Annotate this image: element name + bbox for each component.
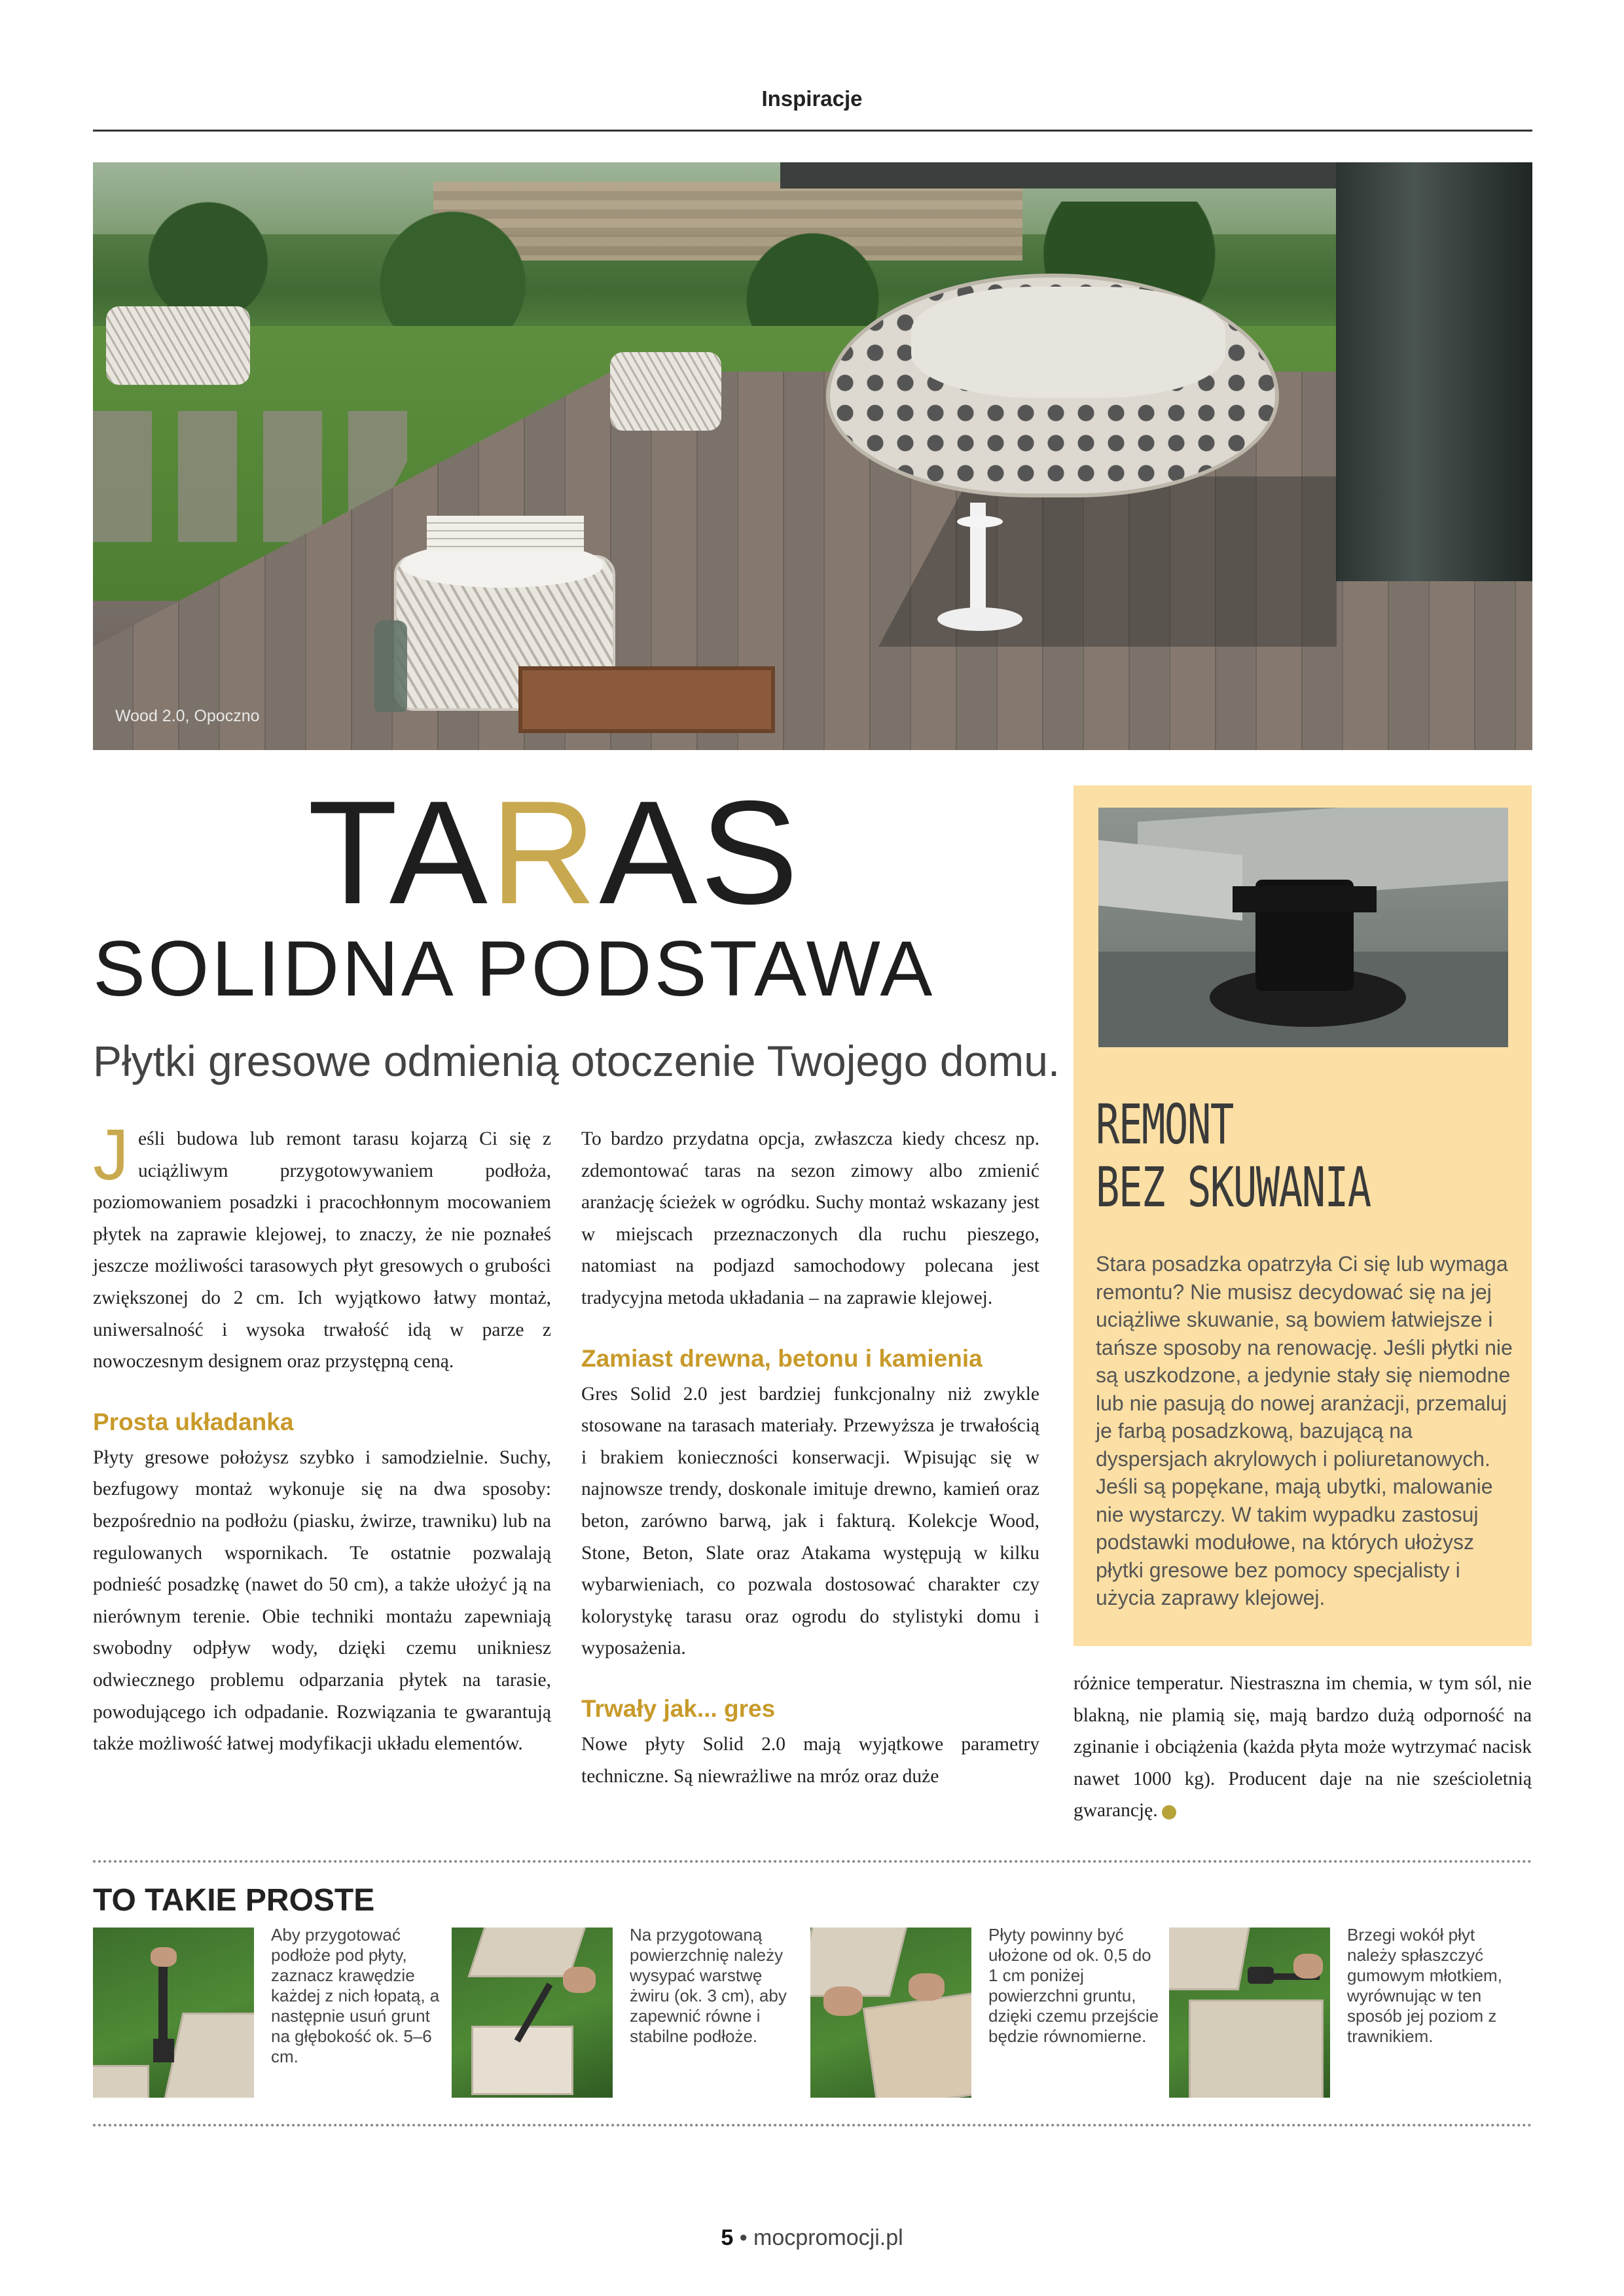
header-rule (93, 130, 1532, 132)
title-part-1: TA (308, 770, 490, 935)
page-footer (0, 2225, 1624, 2251)
paragraph-prosta-ukladanka: Płyty gresowe położysz szybko i samodzielnie. Suchy, bezfugowy montaż wykonuje się na dwa sposoby: bezpośrednio na podłożu (piasku, żwirze, trawniku) lub na regulowanych wspornikach. Te ostatnie pozwalają podnieść posadzkę (nawet do 50 cm), a także ułożyć ją na nierównym terenie. Obie techniki montażu zapewniają swobodny odpływ wody, dzięki czemu unikniesz odwiecznego problemu odparzania płytek na tarasie, powodującego ich odpadanie. Rozwiązania te gwarantują także możliwość łatwej modyfikacji układu elementów. (93, 1446, 551, 1755)
page-number: 5 (721, 2225, 734, 2250)
footer-separator: • (739, 2225, 748, 2250)
paragraph-suchy-montaz: To bardzo przydatna opcja, zwłaszcza kiedy chcesz np. zdemontować taras na sezon zimowy albo zmienić aranżację ścieżek w ogródku. Suchy montaż wskazany jest w miejscach przeznaczonych dla ruchu pieszego, natomiast na podjazd samochodowy polecana jest tradycyjna metoda układania – na zaprawie klejowej. (581, 1128, 1039, 1308)
title-accent-letter: R (490, 770, 600, 935)
step-4-text: Brzegi wokół płyt należy spłaszczyć gumowym młotkiem, wyrównując w ten sposób jej poziom z trawnikiem. (1347, 1925, 1502, 2046)
dotted-divider-top (93, 1860, 1532, 1863)
article-lead: Płytki gresowe odmienią otoczenie Twojego domu. (93, 1037, 1060, 1085)
step-3-text: Płyty powinny być ułożone od ok. 0,5 do 1 cm poniżej powierzchni gruntu, dzięki czemu przejście będzie równomierne. (988, 1925, 1159, 2046)
hero-photo (93, 162, 1532, 750)
article-title (308, 770, 801, 935)
dotted-divider-bottom (93, 2124, 1532, 2126)
intro-text: eśli budowa lub remont tarasu kojarzą Ci się z uciążliwym przygotowywaniem podłoża, poziomowaniem posadzki i pracochłonnym mocowaniem płytek na zaprawie klejowej, to znaczy, że nie poznałeś jeszcze możliwości tarasowych płyt gresowych o grubości zwiększonej do 2 cm. Ich wyjątkowo łatwy montaż, uniwersalność i wysoka trwałość idą w parze z nowoczesnym designem oraz przystępną ceną. (93, 1128, 551, 1372)
paragraph-continuation (1074, 1668, 1532, 1827)
step-3-photo (810, 1928, 971, 2098)
step-4 (1169, 1925, 1529, 2098)
title-part-2: AS (599, 770, 801, 935)
step-4-photo (1169, 1928, 1330, 2098)
article-column-3 (1074, 1668, 1532, 1827)
article-column-1 (93, 1115, 551, 1760)
heading-prosta-ukladanka: Prosta układanka (93, 1408, 294, 1435)
photo-caption: Wood 2.0, Opoczno (115, 707, 260, 725)
footer-site: mocpromocji.pl (753, 2225, 903, 2250)
paragraph-zamiast-drewna: Gres Solid 2.0 jest bardziej funkcjonalny niż zwykle stosowane na tarasach materiały. Przewyższa je trwałością i brakiem konieczności konserwacji. Wpisując się w najnowsze trendy, doskonale imituje drewno, kamień oraz beton, zarówno barwą, jak i fakturą. Kolekcje Wood, Stone, Beton, Slate oraz Atakama występują w kilku wybarwieniach, co pozwala dostosować charakter czy kolorystykę tarasu oraz ogrodu do stylistyki domu i wyposażenia. (581, 1383, 1039, 1659)
steps-title: TO TAKIE PROSTE (93, 1883, 375, 1918)
paragraph-trwaly-jak-gres: Nowe płyty Solid 2.0 mają wyjątkowe parametry techniczne. Są niewrażliwe na mróz oraz duże (581, 1733, 1039, 1787)
sidebar-title (1096, 1093, 1520, 1219)
end-mark (1162, 1805, 1176, 1820)
section-label: Inspiracje (761, 86, 863, 111)
step-3 (810, 1925, 1170, 2098)
intro-paragraph (93, 1115, 551, 1378)
step-1 (93, 1925, 453, 2098)
step-1-text: Aby przygotować podłoże pod płyty, zaznacz krawędzie każdej z nich łopatą, a następnie usuń grunt na głębokość ok. 5–6 cm. (271, 1925, 440, 2066)
step-2 (452, 1925, 812, 2098)
sidebar-title-line-1: REMONT (1096, 1092, 1233, 1157)
article-subtitle: SOLIDNA PODSTAWA (93, 925, 935, 1013)
sidebar-text: Stara posadzka opatrzyła Ci się lub wymaga remontu? Nie musisz decydować się na jej uciążliwe skuwanie, są bowiem łatwiejsze i tańsze sposoby na renowację. Jeśli płytki nie są uszkodzone, a jedynie stały się niemodne lub nie pasują do nowej aranżacji, przemaluj je farbą posadzkową, bazującą na dyspersjach akrylowych i poliuretanowych. Jeśli są popękane, mają ubytki, malowanie nie wystarczy. W takim wypadku zastosuj podstawki modułowe, na których ułożysz płytki gresowe bez pomocy specjalisty i użycia zaprawy klejowej. (1096, 1252, 1513, 1609)
sidebar-photo-pedestal (1098, 808, 1508, 1047)
article-column-2 (581, 1123, 1039, 1792)
step-2-photo (452, 1928, 613, 2098)
step-1-photo (93, 1928, 254, 2098)
heading-trwaly-jak-gres: Trwały jak... gres (581, 1695, 776, 1722)
sidebar-title-line-2: BEZ SKUWANIA (1096, 1155, 1371, 1219)
heading-zamiast-drewna: Zamiast drewna, betonu i kamienia (581, 1344, 983, 1372)
sidebar-box (1074, 785, 1532, 1646)
drop-cap: J (93, 1115, 129, 1195)
continuation-text: różnice temperatur. Niestraszna im chemia, w tym sól, nie blakną, nie plamią się, mają bardzo dużą odporność na zginanie i obciążenia (każda płyta może wytrzymać nacisk nawet 1000 kg). Producent daje na nie sześcioletnią gwarancję. (1074, 1673, 1532, 1821)
step-2-text: Na przygotowaną powierzchnię należy wysypać warstwę żwiru (ok. 3 cm), aby zapewnić równe i stabilne podłoże. (630, 1925, 787, 2046)
